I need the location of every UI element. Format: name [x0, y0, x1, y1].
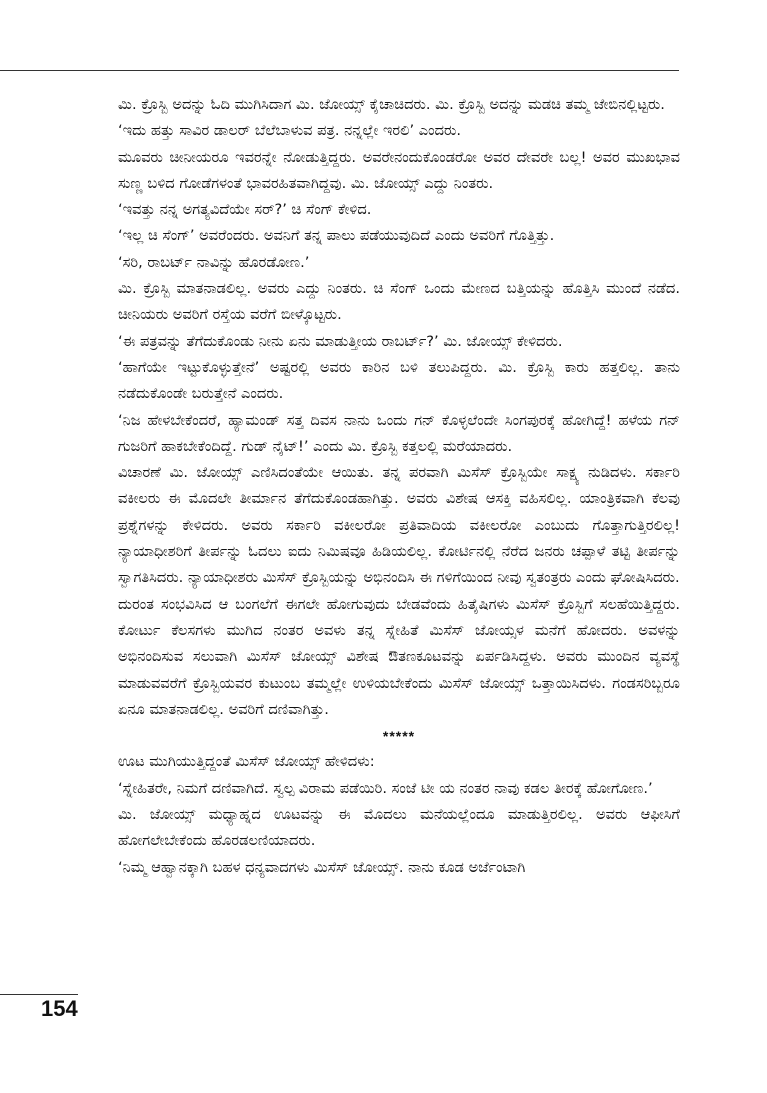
paragraph: ‘ಸ್ನೇಹಿತರೇ, ನಿಮಗೆ ದಣಿವಾಗಿದೆ. ಸ್ವಲ್ಪ ವಿರಾಮ ಪಡೆಯಿರಿ. ಸಂಜೆ ಟೀ ಯ ನಂತರ ನಾವು ಕಡಲ ತೀರಕ್ಕೆ ಹೋಗೋಣ.’ — [118, 779, 653, 797]
paragraph: ‘ಸರಿ, ರಾಬರ್ಟ್ ನಾವಿನ್ನು ಹೊರಡೋಣ.’ — [118, 253, 310, 271]
paragraph: ವಿಚಾರಣೆ ಮಿ. ಜೋಯ್ಸ್ ಎಣಿಸಿದಂತೆಯೇ ಆಯಿತು. ತನ್ನ ಪರವಾಗಿ ಮಿಸೆಸ್ ಕ್ರೊಸ್ಬಿಯೇ ಸಾಕ್ಷ್ಯ ನುಡಿದಳು. ಸರ್ಕಾರಿ ವಕೀಲರು ಈ ಮೊದಲೇ ತೀರ್ಮಾನ ತೆಗೆದುಕೊಂಡಹಾಗಿತ್ತು. ಅವರು ವಿಶೇಷ ಆಸಕ್ತಿ ವಹಿಸಲಿಲ್ಲ. ಯಾಂತ್ರಿಕವಾಗಿ ಕೆಲವು ಪ್ರಶ್ನೆಗಳನ್ನು ಕೇಳಿದರು. ಅವರು ಸರ್ಕಾರಿ ವಕೀಲರೋ ಪ್ರತಿವಾದಿಯ ವಕೀಲರೋ ಎಂಬುದು ಗೊತ್ತಾಗುತ್ತಿರಲಿಲ್ಲ! ನ್ಯಾಯಾಧೀಶರಿಗೆ ತೀರ್ಪನ್ನು ಓದಲು ಐದು ನಿಮಿಷವೂ ಹಿಡಿಯಲಿಲ್ಲ. ಕೋರ್ಟಿನಲ್ಲಿ ನೆರೆದ ಜನರು ಚಪ್ಪಾಳೆ ತಟ್ಟಿ ತೀರ್ಪನ್ನು ಸ್ವಾಗತಿಸಿದರು. ನ್ಯಾಯಾಧೀಶರು ಮಿಸೆಸ್ ಕ್ರೊಸ್ಬಿಯನ್ನು ಅಭಿನಂದಿಸಿ ಈ ಗಳಿಗೆಯಿಂದ ನೀವು ಸ್ವತಂತ್ರರು ಎಂದು ಘೋಷಿಸಿದರು. — [118, 464, 680, 587]
footer-rule — [0, 994, 78, 995]
paragraph: ಊಟ ಮುಗಿಯುತ್ತಿದ್ದಂತೆ ಮಿಸೆಸ್ ಜೋಯ್ಸ್ ಹೇಳಿದಳು: — [118, 753, 375, 771]
paragraph: ಮೂವರು ಚೀನೀಯರೂ ಇವರನ್ನೇ ನೋಡುತ್ತಿದ್ದರು. ಅವರೇನಂದುಕೊಂಡರೋ ಅವರ ದೇವರೇ ಬಲ್ಲ! ಅವರ ಮುಖಭಾವ ಸುಣ್ಣ ಬಳಿದ ಗೋಡೆಗಳಂತೆ ಭಾವರಹಿತವಾಗಿದ್ದವು. ಮಿ. ಜೋಯ್ಸ್ ಎದ್ದು ನಿಂತರು. — [118, 148, 680, 192]
paragraph: ‘ಹಾಗೆಯೇ ಇಟ್ಟುಕೊಳ್ಳುತ್ತೇನೆ’ ಅಷ್ಟರಲ್ಲಿ ಅವರು ಕಾರಿನ ಬಳಿ ತಲುಪಿದ್ದರು. ಮಿ. ಕ್ರೊಸ್ಬಿ ಕಾರು ಹತ್ತಲಿಲ್ಲ. ತಾನು ನಡೆದುಕೊಂಡೇ ಬರುತ್ತೇನೆ ಎಂದರು. — [118, 358, 680, 403]
paragraph: ಮಿ. ಕ್ರೊಸ್ಬಿ ಅದನ್ನು ಓದಿ ಮುಗಿಸಿದಾಗ ಮಿ. ಜೋಯ್ಸ್ ಕೈಚಾಚಿದರು. ಮಿ. ಕ್ರೊಸ್ಬಿ ಅದನ್ನು ಮಡಚಿ ತಮ್ಮ ಜೇಬಿನಲ್ಲಿಟ್ಟರು. — [118, 96, 665, 113]
top-rule — [0, 70, 679, 71]
paragraph: ‘ಈ ಪತ್ರವನ್ನು ತೆಗೆದುಕೊಂಡು ನೀನು ಏನು ಮಾಡುತ್ತೀಯ ರಾಬರ್ಟ್?’ ಮಿ. ಜೋಯ್ಸ್ ಕೇಳಿದರು. — [118, 332, 563, 350]
paragraph: ಮಿ. ಕ್ರೊಸ್ಬಿ ಮಾತನಾಡಲಿಲ್ಲ. ಅವರು ಎದ್ದು ನಿಂತರು. ಚಿ ಸೆಂಗ್ ಒಂದು ಮೇಣದ ಬತ್ತಿಯನ್ನು ಹೊತ್ತಿಸಿ ಮುಂದೆ ನಡೆದ. ಚೀನಿಯರು ಅವರಿಗೆ ರಸ್ತೆಯ ವರೆಗೆ ಬೀಳ್ಕೊಟ್ಟರು. — [118, 280, 680, 324]
paragraph: ‘ಇಲ್ಲ ಚಿ ಸೆಂಗ್’ ಅವರೆಂದರು. ಅವನಿಗೆ ತನ್ನ ಪಾಲು ಪಡೆಯುವುದಿದೆ ಎಂದು ಅವರಿಗೆ ಗೊತ್ತಿತ್ತು. — [118, 227, 555, 245]
page-body-text — [118, 92, 680, 881]
paragraph: ‘ನಿಮ್ಮ ಆಹ್ವಾನಕ್ಕಾಗಿ ಬಹಳ ಧನ್ಯವಾದಗಳು ಮಿಸೆಸ್ ಜೋಯ್ಸ್. ನಾನು ಕೂಡ ಅರ್ಜೆಂಟಾಗಿ — [118, 858, 526, 876]
page-number: 154 — [41, 996, 78, 1021]
section-separator: ***** — [382, 728, 416, 745]
paragraph: ‘ಇವತ್ತು ನನ್ನ ಅಗತ್ಯವಿದೆಯೇ ಸರ್?’ ಚಿ ಸೆಂಗ್ ಕೇಳಿದ. — [118, 201, 372, 219]
paragraph: ‘ನಿಜ ಹೇಳಬೇಕೆಂದರೆ, ಹ್ಯಾಮಂಡ್ ಸತ್ತ ದಿವಸ ನಾನು ಒಂದು ಗನ್ ಕೊಳ್ಳಲೆಂದೇ ಸಿಂಗಪುರಕ್ಕೆ ಹೋಗಿದ್ದೆ! ಹಳೆಯ ಗನ್ ಗುಜರಿಗೆ ಹಾಕಬೇಕೆಂದಿದ್ದೆ. ಗುಡ್ ನೈಟ್!’ ಎಂದು ಮಿ. ಕ್ರೊಸ್ಬಿ ಕತ್ತಲಲ್ಲಿ ಮರೆಯಾದರು. — [118, 411, 680, 455]
paragraph: ಮಿ. ಜೋಯ್ಸ್ ಮಧ್ಯಾಹ್ನದ ಊಟವನ್ನು ಈ ಮೊದಲು ಮನೆಯಲ್ಲೆಂದೂ ಮಾಡುತ್ತಿರಲಿಲ್ಲ. ಅವರು ಆಫೀಸಿಗೆ ಹೋಗಲೇಬೇಕೆಂದು ಹೊರಡಲಣಿಯಾದರು. — [118, 806, 680, 850]
paragraph: ‘ಇದು ಹತ್ತು ಸಾವಿರ ಡಾಲರ್ ಬೆಲೆಬಾಳುವ ಪತ್ರ. ನನ್ನಲ್ಲೇ ಇರಲಿ’ ಎಂದರು. — [118, 122, 461, 140]
paragraph: ದುರಂತ ಸಂಭವಿಸಿದ ಆ ಬಂಗಲೆಗೆ ಈಗಲೇ ಹೋಗುವುದು ಬೇಡವೆಂದು ಹಿತೈಷಿಗಳು ಮಿಸೆಸ್ ಕ್ರೊಸ್ಬಿಗೆ ಸಲಹೆಯಿತ್ತಿದ್ದರು. ಕೋರ್ಟು ಕೆಲಸಗಳು ಮುಗಿದ ನಂತರ ಅವಳು ತನ್ನ ಸ್ನೇಹಿತೆ ಮಿಸೆಸ್ ಜೋಯ್ಸಳ ಮನೆಗೆ ಹೋದರು. ಅವಳನ್ನು ಅಭಿನಂದಿಸುವ ಸಲುವಾಗಿ ಮಿಸೆಸ್ ಜೋಯ್ಸ್ ವಿಶೇಷ ಔತಣಕೂಟವನ್ನು ಏರ್ಪಡಿಸಿದ್ದಳು. ಅವರು ಮುಂದಿನ ವ್ಯವಸ್ಥೆ ಮಾಡುವವರೆಗೆ ಕ್ರೊಸ್ಬಿಯವರ ಕುಟುಂಬ ತಮ್ಮಲ್ಲೇ ಉಳಿಯಬೇಕೆಂದು ಮಿಸೆಸ್ ಜೋಯ್ಸ್ ಒತ್ತಾಯಿಸಿದಳು. ಗಂಡಸರಿಬ್ಬರೂ ಏನೂ ಮಾತನಾಡಲಿಲ್ಲ. ಅವರಿಗೆ ದಣಿವಾಗಿತ್ತು. — [118, 595, 680, 718]
